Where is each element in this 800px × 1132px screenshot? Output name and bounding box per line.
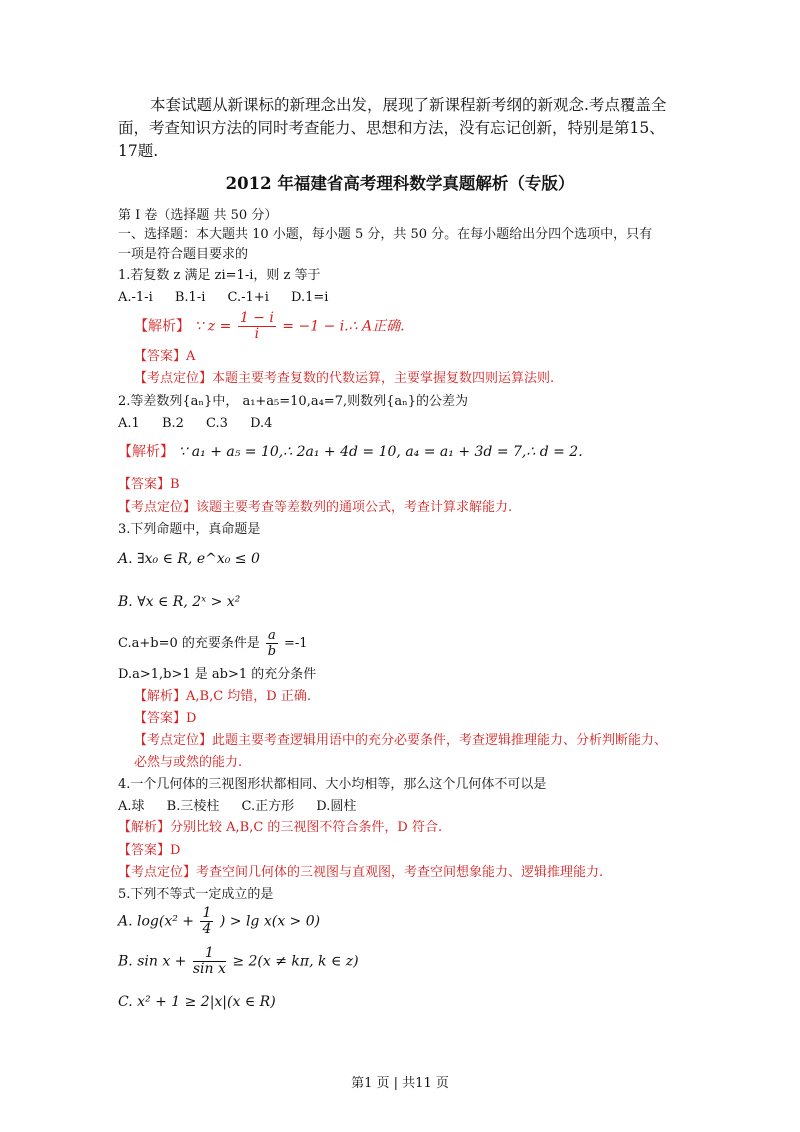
q1-option-c: C.-1+i: [227, 290, 269, 305]
q3-frac-num: a: [268, 628, 276, 643]
q2-point: 【考点定位】该题主要考查等差数列的通项公式，考查计算求解能力.: [118, 500, 513, 515]
q3-analysis: 【解析】A,B,C 均错，D 正确.: [134, 689, 311, 704]
q3-option-c-post: =-1: [283, 636, 308, 651]
q3-option-c-pre: C.a+b=0 的充要条件是: [118, 636, 260, 651]
section-heading: 第 I 卷（选择题 共 50 分）: [118, 208, 278, 223]
q1-option-d: D.1=i: [291, 290, 329, 305]
q1-analysis-post: = −1 − i.∴ A正确.: [282, 318, 405, 335]
q1-frac-num: 1 − i: [239, 310, 274, 326]
q5-option-a-fraction: [200, 906, 213, 937]
q4-options: [118, 798, 374, 815]
q3-option-b: B. ∀x ∈ R, 2ˣ > x²: [118, 594, 241, 610]
q2-option-c: C.3: [206, 416, 228, 431]
q4-point: 【考点定位】考查空间几何体的三视图与直观图，考查空间想象能力、逻辑推理能力.: [118, 865, 604, 880]
instructions-line-2: 一项是符合题目要求的: [118, 247, 249, 262]
q5-option-c: C. x² + 1 ≥ 2|x|(x ∈ R): [118, 994, 276, 1010]
q2-analysis-math: ∵ a₁ + a₅ = 10,∴ 2a₁ + 4d = 10, a₄ = a₁ + 3d = 7,∴ d = 2.: [178, 444, 583, 460]
intro-paragraph: 本套试题从新课标的新理念出发，展现了新课程新考纲的新观念.考点覆盖全面，考查知识方法的同时考查能力、思想和方法，没有忘记创新，特别是第15、17题.: [118, 96, 667, 160]
q4-option-a: A.球: [118, 799, 145, 814]
q4-analysis: 【解析】分别比较 A,B,C 的三视图不符合条件，D 符合.: [118, 820, 443, 835]
page-title: 2012 年福建省高考理科数学真题解析（专版）: [225, 174, 575, 193]
q5-option-b-post: ≥ 2(x ≠ kπ, k ∈ z): [232, 953, 359, 970]
q5-option-b: [118, 946, 359, 977]
q5a-frac-num: 1: [202, 905, 212, 921]
q3-answer: 【答案】D: [134, 711, 197, 726]
q1-option-b: B.1-i: [174, 290, 206, 305]
page-footer: 第1 页 | 共11 页: [351, 1076, 449, 1091]
q5b-frac-den: sin x: [192, 961, 226, 977]
q1-analysis-label: 【解析】: [134, 318, 190, 335]
q4-stem: 4.一个几何体的三视图形状都相同、大小均相等，那么这个几何体不可以是: [118, 777, 547, 792]
q5-option-b-fraction: [193, 946, 226, 977]
q2-option-b: B.2: [161, 416, 184, 431]
q3-option-c-fraction: [266, 628, 278, 659]
q4-option-b: B.三棱柱: [166, 799, 220, 814]
q2-option-a: A.1: [118, 416, 140, 431]
q5b-frac-num: 1: [193, 946, 226, 962]
q3-option-c: [118, 628, 308, 659]
q1-point: 【考点定位】本题主要考查复数的代数运算，主要掌握复数四则运算法则.: [134, 371, 555, 386]
q5-stem: 5.下列不等式一定成立的是: [118, 887, 274, 902]
q3-stem: 3.下列命题中，真命题是: [118, 522, 261, 537]
q4-option-d: D.圆柱: [316, 799, 357, 814]
q2-answer: 【答案】B: [118, 477, 180, 492]
q3-option-a: A. ∃x₀ ∈ R, e^x₀ ≤ 0: [118, 551, 260, 567]
q2-option-d: D.4: [250, 416, 273, 431]
q1-stem: 1.若复数 z 满足 zi=1-i，则 z 等于: [118, 268, 321, 283]
q5-option-a-pre: A. log(x² +: [118, 913, 195, 930]
q2-options: [118, 415, 290, 432]
q1-options: [118, 289, 346, 306]
q5-option-a: [118, 906, 320, 937]
q2-analysis-label: 【解析】: [118, 444, 174, 460]
q5a-frac-den: 4: [202, 921, 212, 937]
q4-option-c: C.正方形: [241, 799, 295, 814]
q5-option-b-pre: B. sin x +: [118, 953, 187, 970]
q1-option-a: A.-1-i: [118, 290, 153, 305]
q1-answer: 【答案】A: [134, 349, 196, 364]
q1-analysis: [134, 311, 405, 342]
q3-point-line-2: 必然与或然的能力.: [134, 755, 243, 770]
q1-fraction: [238, 311, 276, 342]
q3-point-line-1: 【考点定位】此题主要考查逻辑用语中的充分必要条件，考查逻辑推理能力、分析判断能力、: [134, 733, 668, 748]
q1-analysis-pre: ∵ z =: [194, 318, 232, 335]
q5-option-a-post: ) > lg x(x > 0): [219, 913, 321, 930]
q1-frac-den: i: [254, 326, 260, 342]
q2-analysis: [118, 444, 583, 461]
q3-option-d: D.a>1,b>1 是 ab>1 的充分条件: [118, 667, 317, 682]
q2-stem: 2.等差数列{aₙ}中， a₁+a₅=10,a₄=7,则数列{aₙ}的公差为: [118, 394, 469, 409]
instructions-line-1: 一、选择题：本大题共 10 小题，每小题 5 分，共 50 分。在每小题给出分四个选项中，只有: [118, 227, 653, 242]
q4-answer: 【答案】D: [118, 843, 181, 858]
q3-frac-den: b: [267, 644, 277, 659]
